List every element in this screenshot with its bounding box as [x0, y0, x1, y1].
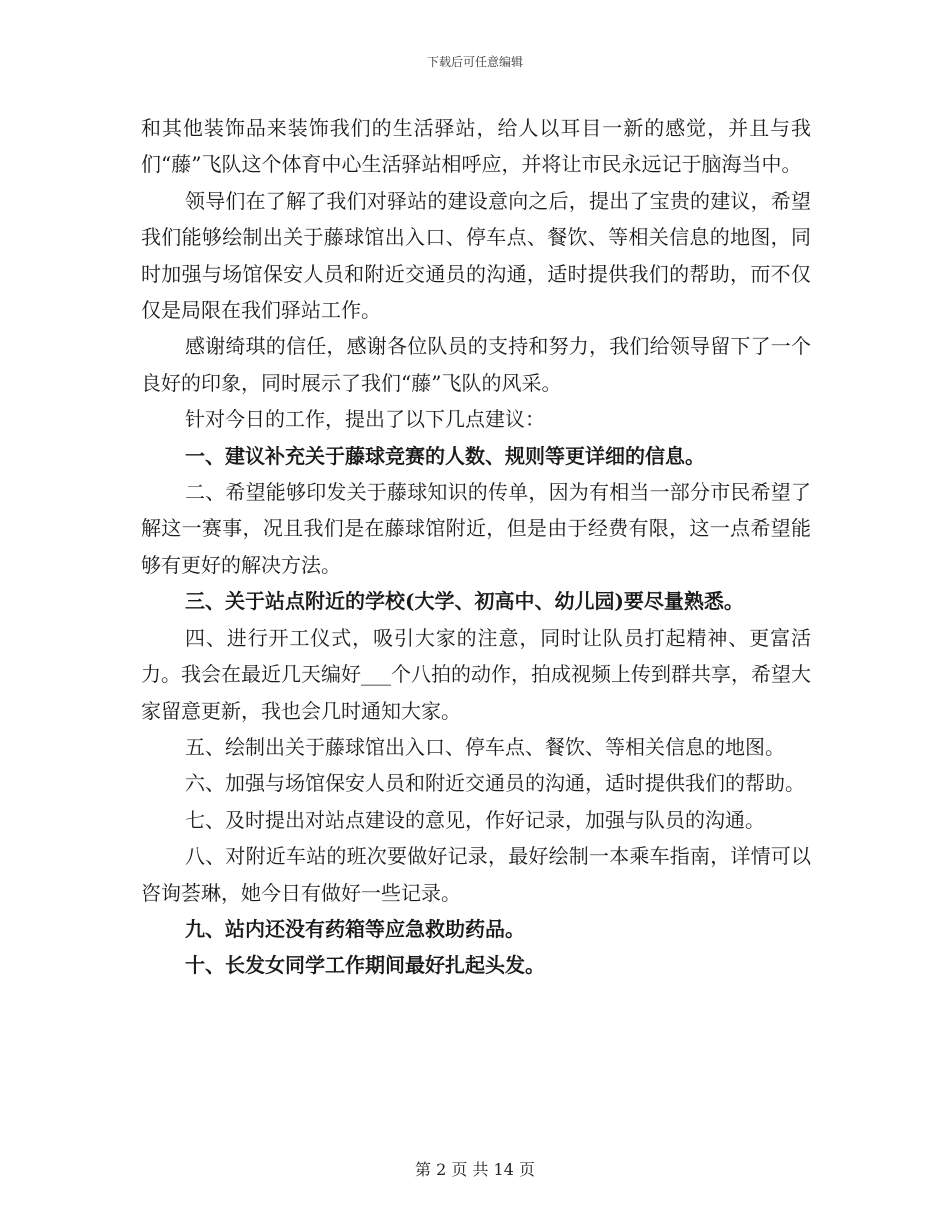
paragraph-continuation: 和其他装饰品来装饰我们的生活驿站，给人以耳目一新的感觉，并且与我们“藤”飞队这个体育中心生活驿站相呼应，并将让市民永远记于脑海当中。 [141, 116, 811, 177]
suggestion-6: 六、加强与场馆保安人员和附近交通员的沟通，适时提供我们的帮助。 [185, 771, 805, 796]
suggestion-10: 十、长发女同学工作期间最好扎起头发。 [185, 953, 545, 978]
suggestion-7: 七、及时提出对站点建设的意见，作好记录，加强与队员的沟通。 [185, 807, 765, 832]
paragraph-leaders-advice: 领导们在了解了我们对驿站的建设意向之后，提出了宝贵的建议，希望我们能够绘制出关于藤球馆出入口、停车点、餐饮、等相关信息的地图，同时加强与场馆保安人员和附近交通员的沟通，适时提供我们的帮助，而不仅仅是局限在我们驿站工作。 [141, 188, 811, 323]
paragraph-suggestions-intro: 针对今日的工作，提出了以下几点建议： [185, 407, 545, 432]
document-body [141, 110, 811, 984]
suggestion-8: 八、对附近车站的班次要做好记录，最好绘制一本乘车指南，详情可以咨询荟琳，她今日有做好一些记录。 [141, 844, 811, 905]
suggestion-3: 三、关于站点附近的学校(大学、初高中、幼儿园)要尽量熟悉。 [185, 589, 744, 614]
suggestion-9: 九、站内还没有药箱等应急救助药品。 [185, 916, 525, 941]
paragraph-thanks: 感谢绮琪的信任，感谢各位队员的支持和努力，我们给领导留下了一个良好的印象，同时展示了我们“藤”飞队的风采。 [141, 334, 811, 395]
suggestion-2: 二、希望能够印发关于藤球知识的传单，因为有相当一部分市民希望了解这一赛事，况且我们是在藤球馆附近，但是由于经费有限，这一点希望能够有更好的解决方法。 [141, 480, 811, 577]
suggestion-1: 一、建议补充关于藤球竞赛的人数、规则等更详细的信息。 [185, 443, 705, 468]
suggestion-5: 五、绘制出关于藤球馆出入口、停车点、餐饮、等相关信息的地图。 [185, 734, 785, 759]
page-header: 下载后可任意编辑 [426, 55, 523, 69]
page-footer: 第 2 页 共 14 页 [415, 1160, 535, 1179]
suggestion-4: 四、进行开工仪式，吸引大家的注意，同时让队员打起精神、更富活力。我会在最近几天编好___个八拍的动作，拍成视频上传到群共享，希望大家留意更新，我也会几时通知大家。 [141, 625, 811, 723]
